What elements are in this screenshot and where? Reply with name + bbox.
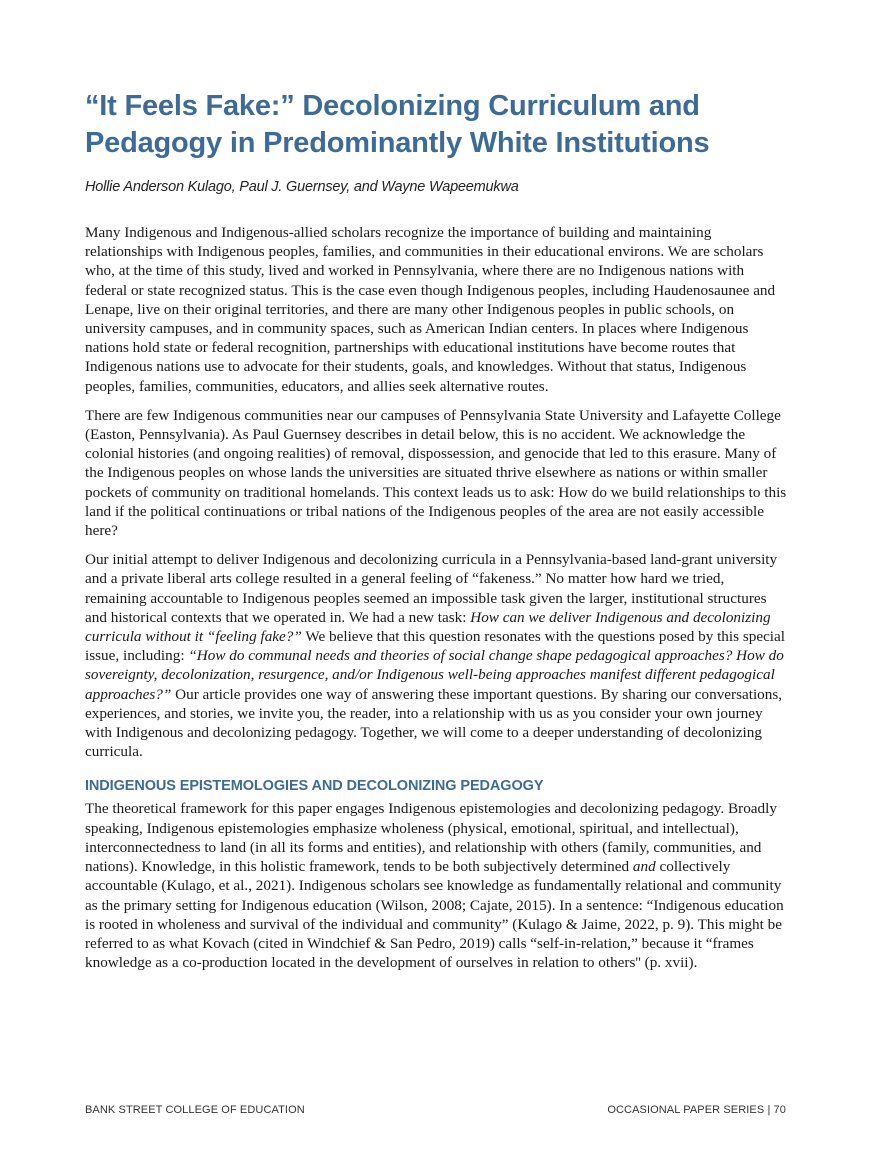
- paragraph-framework: [85, 799, 788, 972]
- paragraph-question-text-c: Our article provides one way of answering these important questions. By sharing our conversations, experiences, and stories, we invite you, the reader, into a relationship with us as you consider your own journey with Indigenous and decolonizing pedagogy. Together, we will come to a deeper understanding of decolonizing curricula.: [85, 685, 783, 761]
- footer-series-page: OCCASIONAL PAPER SERIES | 70: [607, 1104, 786, 1116]
- paragraph-framework-text-a: The theoretical framework for this paper engages Indigenous epistemologies and decolonizing pedagogy. Broadly speaking, Indigenous epistemologies emphasize wholeness (physical, emotional, spiritual, and intellectual), interconnectedness to land (in all its forms and entities), and relationship with others (family, communities, and nations). Knowledge, in this holistic framework, tends to be both subjectively determined: [85, 800, 777, 876]
- paragraph-framework-text-b: collectively accountable (Kulago, et al., 2021). Indigenous scholars see knowledge as fundamentally relational and community as the primary setting for Indigenous education (Wilson, 2008; Cajate, 2015). In a sentence: “Indigenous education is rooted in wholeness and survival of the individual and community” (Kulago & Jaime, 2022, p. 9). This might be referred to as what Kovach (cited in Windchief & San Pedro, 2019) calls “self-in-relation,” because it “frames knowledge as a co-production located in the development of ourselves in relation to others'' (p. xvii).: [85, 858, 784, 972]
- footer-publisher: BANK STREET COLLEGE OF EDUCATION: [85, 1104, 305, 1116]
- article-authors: Hollie Anderson Kulago, Paul J. Guernsey, and Wayne Wapeemukwa: [85, 179, 519, 195]
- paragraph-question-italic-quote: “How do communal needs and theories of social change shape pedagogical approaches? How do sovereignty, decolonization, resurgence, and/or Indigenous well-being approaches manifest different pedagogical approaches?”: [85, 647, 784, 703]
- paragraph-context: There are few Indigenous communities near our campuses of Pennsylvania State University and Lafayette College (Easton, Pennsylvania). As Paul Guernsey describes in detail below, this is no accident. We acknowledge the colonial histories (and ongoing realities) of removal, dispossession, and genocide that led to this erasure. Many of the Indigenous peoples on whose lands the universities are situated thrive elsewhere as nations or within smaller pockets of community on traditional homelands. This context leads us to ask: How do we build relationships to this land if the political continuations or tribal nations of the Indigenous peoples of the area are not easily accessible here?: [85, 406, 787, 540]
- section-heading: INDIGENOUS EPISTEMOLOGIES AND DECOLONIZING PEDAGOGY: [85, 778, 544, 795]
- paragraph-question-italic-task: How can we deliver Indigenous and decolonizing curricula without it “feeling fake?”: [85, 608, 771, 646]
- article-title: “It Feels Fake:” Decolonizing Curriculum and Pedagogy in Predominantly White Institutions: [85, 90, 710, 159]
- paragraph-intro: Many Indigenous and Indigenous-allied scholars recognize the importance of building and maintaining relationships with Indigenous peoples, families, and communities in their educational environs. We are scholars who, at the time of this study, lived and worked in Pennsylvania, where there are no Indigenous nations with federal or state recognized status. This is the case even though Indigenous peoples, including Haudenosaunee and Lenape, live on their original territories, and there are many other Indigenous peoples in public schools, on university campuses, and in community spaces, such as American Indian centers. In places where Indigenous nations hold state or federal recognition, partnerships with educational institutions have become routes that Indigenous nations use to advocate for their students, goals, and knowledges. Without that status, Indigenous peoples, families, communities, educators, and allies seek alternative routes.: [85, 224, 776, 395]
- paragraph-question-text-b: We believe that this question resonates with the questions posed by this special issue, including:: [85, 628, 785, 665]
- paragraph-question: [85, 550, 788, 761]
- paragraph-framework-italic: and: [632, 858, 656, 876]
- article-body: [85, 223, 788, 972]
- paragraph-question-text-a: Our initial attempt to deliver Indigenous and decolonizing curricula in a Pennsylvania-based land-grant university and a private liberal arts college resulted in a general feeling of “fakeness.” No matter how hard we tried, remaining accountable to Indigenous peoples seemed an impossible task given the larger, institutional structures and historical contexts that we operated in. We had a new task:: [85, 551, 778, 626]
